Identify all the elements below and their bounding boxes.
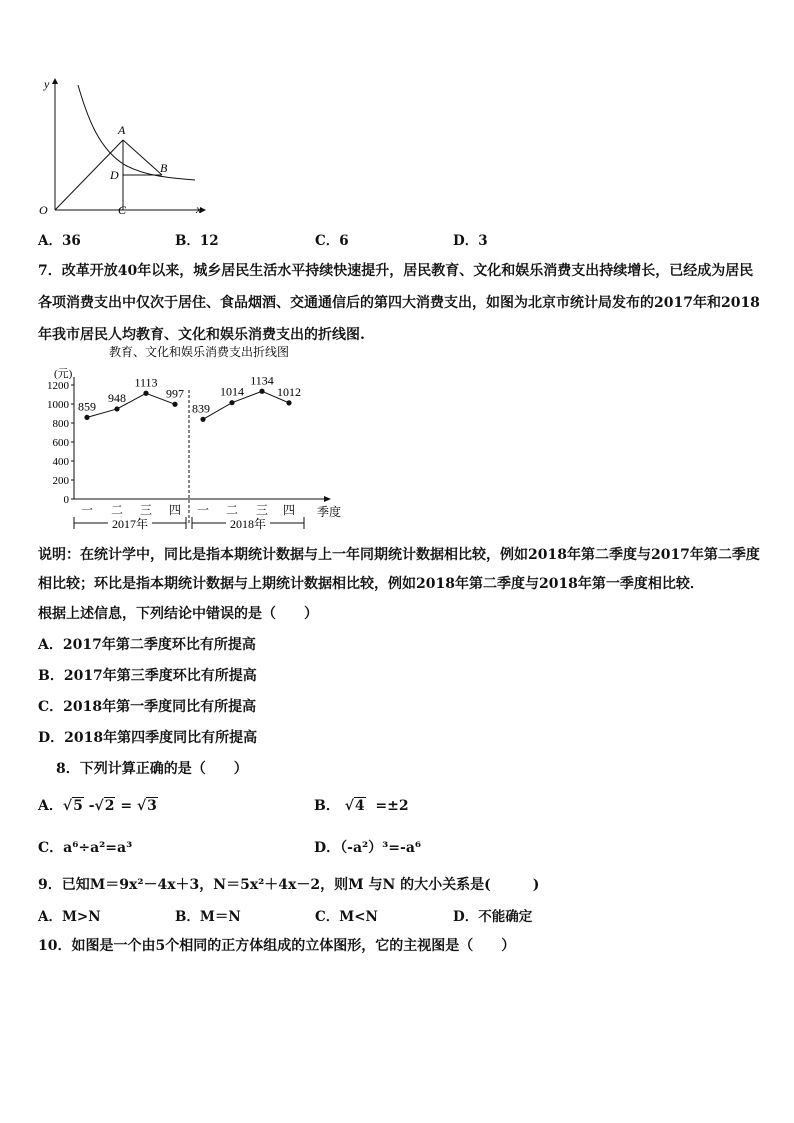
sqrt-4: √4 xyxy=(344,798,365,814)
y-axis-unit: (元) xyxy=(54,368,73,380)
q8-option-a: A．√5 -√2 = √3 xyxy=(38,798,157,814)
x-category-label: 二 xyxy=(110,503,124,517)
q7-stem-line3: 年我市居民人均教育、文化和娱乐消费支出的折线图. xyxy=(38,327,365,343)
chart-title: 教育、文化和娱乐消费支出折线图 xyxy=(108,345,290,359)
data-point xyxy=(200,417,205,422)
x-category-label: 一 xyxy=(80,503,94,517)
q7-option-a: A．2017年第二季度环比有所提高 xyxy=(38,637,256,653)
series-line xyxy=(87,390,175,417)
point-c-label: C xyxy=(118,203,127,217)
q9-option-c: C．M<N xyxy=(315,909,378,925)
q7-note-line2: 相比较；环比是指本期统计数据与上期统计数据相比较，例如2018年第二季度与2018年第一季度相比较． xyxy=(38,576,704,592)
q8-option-d: D．（-a²）³=-a⁶ xyxy=(314,840,422,856)
point-a-label: A xyxy=(118,123,126,137)
q9-option-a: A．M>N xyxy=(38,909,101,925)
data-label: 1113 xyxy=(134,375,158,390)
data-label: 997 xyxy=(166,386,184,401)
x-category-label: 四 xyxy=(168,503,182,517)
q6-option-d: D．3 xyxy=(453,233,488,249)
group-label: 2017年 xyxy=(111,517,149,531)
point-b-label: B xyxy=(160,161,168,175)
q7-stem-line2: 各项消费支出中仅次于居住、食品烟酒、交通通信后的第四大消费支出，如图为北京市统计局发布的2017年和2018 xyxy=(38,295,760,311)
data-point xyxy=(143,391,148,396)
line-chart xyxy=(34,342,354,534)
data-label: 839 xyxy=(192,401,210,416)
y-tick-label: 1200 xyxy=(47,380,69,392)
x-category-label: 二 xyxy=(225,503,239,517)
q8-option-c: C．a⁶÷a²=a³ xyxy=(38,840,133,856)
q7-stem-line1: 7．改革开放40年以来，城乡居民生活水平持续快速提升，居民教育、文化和娱乐消费支出持续增长，已经成为居民 xyxy=(38,263,754,279)
q7-option-d: D．2018年第四季度同比有所提高 xyxy=(38,730,258,746)
q9-option-d: D．不能确定 xyxy=(453,909,533,925)
q9-option-b: B．M＝N xyxy=(175,909,241,925)
q8-option-a-label: A． xyxy=(38,798,63,814)
function-graph-figure xyxy=(30,70,220,220)
y-tick-label: 1000 xyxy=(47,399,69,411)
y-tick-label: 600 xyxy=(52,437,69,449)
x-category-label: 三 xyxy=(139,503,153,517)
data-point xyxy=(229,400,234,405)
data-point xyxy=(114,406,119,411)
data-point xyxy=(84,415,89,420)
line-ab xyxy=(123,140,162,175)
y-tick-label: 400 xyxy=(52,456,69,468)
sqrt-3: √3 xyxy=(136,798,157,814)
x-category-label: 三 xyxy=(255,503,269,517)
group-label: 2018年 xyxy=(229,517,267,531)
y-axis-label: y xyxy=(44,77,50,91)
y-axis-arrow xyxy=(52,78,58,84)
x-axis-label: x xyxy=(196,202,202,216)
sqrt-2: √2 xyxy=(94,798,115,814)
y-tick-label: 0 xyxy=(63,494,69,506)
x-category-label: 一 xyxy=(196,503,210,517)
q7-option-b: B．2017年第三季度环比有所提高 xyxy=(38,668,257,684)
y-tick-label: 800 xyxy=(52,418,69,430)
point-d-label: D xyxy=(110,168,119,182)
x-category-label: 四 xyxy=(282,503,296,517)
chart-x-axis-arrow xyxy=(324,496,331,502)
x-axis-title: 季度 xyxy=(317,505,342,519)
data-point xyxy=(286,400,291,405)
data-label: 948 xyxy=(108,390,126,405)
origin-label: O xyxy=(39,203,48,217)
q7-note-line1: 说明：在统计学中，同比是指本期统计数据与上一年同期统计数据相比较，例如2018年第二季度与2017年第二季度 xyxy=(38,547,760,563)
q6-option-c: C．6 xyxy=(315,233,349,249)
q9-stem: 9．已知M＝9x²－4x＋3，N＝5x²＋4x－2，则M 与N 的大小关系是( ) xyxy=(38,877,540,893)
q8-option-b: B． √4 =±2 xyxy=(314,798,409,814)
data-point xyxy=(259,389,264,394)
q6-option-b: B．12 xyxy=(175,233,219,249)
data-label: 1014 xyxy=(220,384,244,399)
q7-question: 根据上述信息，下列结论中错误的是（ ） xyxy=(38,606,318,622)
q10-stem: 10．如图是一个由5个相同的正方体组成的立体图形，它的主视图是（ ） xyxy=(38,938,516,954)
data-label: 1134 xyxy=(250,373,274,388)
data-label: 1012 xyxy=(277,384,301,399)
q7-option-c: C．2018年第一季度同比有所提高 xyxy=(38,699,257,715)
hyperbola-curve xyxy=(78,85,195,180)
q6-option-a: A．36 xyxy=(38,233,81,249)
y-tick-label: 200 xyxy=(52,475,69,487)
data-label: 859 xyxy=(78,399,96,414)
q8-stem: 8．下列计算正确的是（ ） xyxy=(56,761,248,777)
data-point xyxy=(172,402,177,407)
sqrt-5: √5 xyxy=(62,798,83,814)
